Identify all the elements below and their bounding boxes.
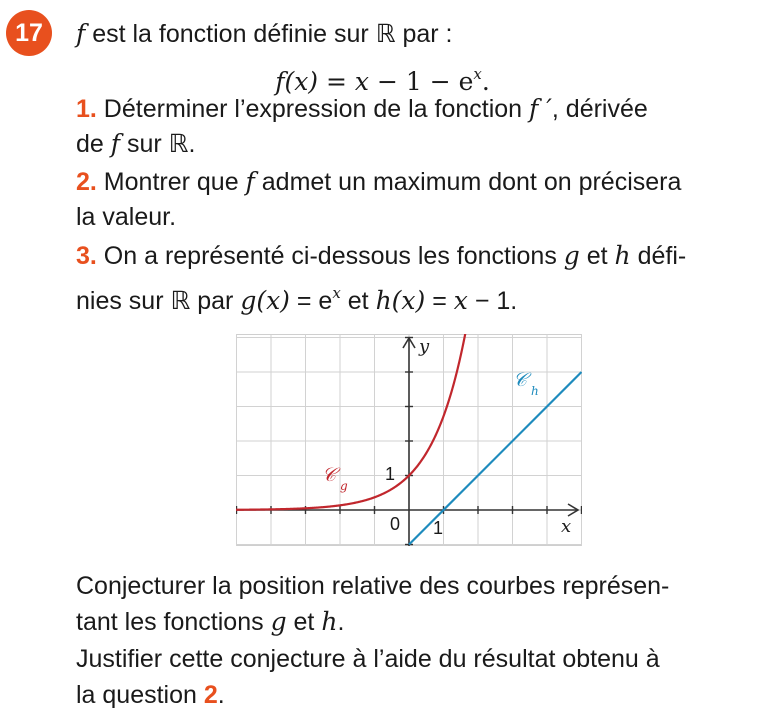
function-formula: $f(x) = x - 1 - e^x$.	[275, 65, 490, 96]
curve-h-label-sub: h	[531, 384, 539, 398]
question-1-line-2: de f sur ℝ.	[76, 129, 196, 158]
function-graph	[236, 334, 582, 546]
question-2-line-1: 2. Montrer que f admet un maximum dont on précisera	[76, 167, 682, 196]
origin-label: 0	[390, 514, 401, 534]
question-3-line-1: 3. On a représenté ci-dessous les fonctions g et h défi-	[76, 241, 687, 270]
conclusion-line-3: Justifier cette conjecture à l’aide du résultat obtenu à	[76, 645, 660, 673]
exercise-intro: f est la fonction définie sur ℝ par :	[76, 19, 453, 48]
x-axis-label: x	[561, 516, 572, 537]
y-tick-label-1: 1	[385, 464, 396, 484]
conclusion-line-4: la question 2.	[76, 681, 225, 709]
y-axis-label: y	[419, 336, 430, 357]
question-3-line-2: nies sur ℝ par $g(x) = e^x$ et h(x) = x − 1.	[76, 284, 518, 315]
curve-g-label: 𝒞	[322, 464, 336, 486]
x-tick-label-1: 1	[433, 518, 444, 538]
conclusion-line-1: Conjecturer la position relative des courbes représen-	[76, 572, 670, 600]
question-1-line-1: 1. Déterminer l’expression de la fonction f ′, dérivée	[76, 94, 648, 123]
axes	[236, 338, 582, 547]
curve-g-label-sub: g	[340, 479, 348, 493]
question-2-line-2: la valeur.	[76, 203, 177, 231]
curve-h-label: 𝒞	[513, 369, 527, 391]
exercise-number-badge: 17	[6, 10, 52, 56]
conclusion-line-2: tant les fonctions g et h.	[76, 607, 345, 636]
